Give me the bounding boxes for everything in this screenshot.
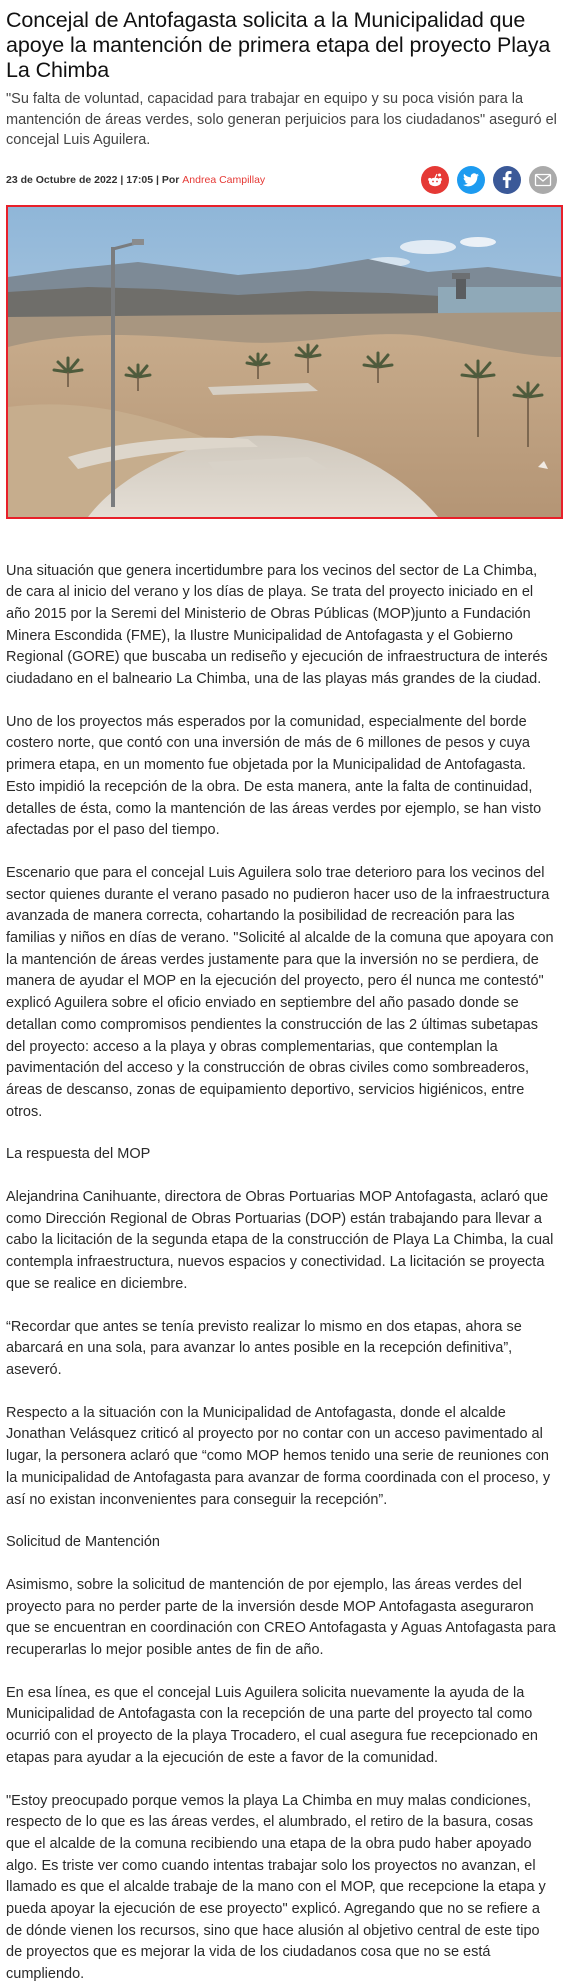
byline	[6, 174, 265, 186]
publish-date: 23 de Octubre de 2022 | 17:05 | Por	[6, 173, 180, 186]
article-title: Concejal de Antofagasta solicita a la Municipalidad que apoye la mantención de primera etapa del proyecto Playa La Chimba	[6, 8, 551, 82]
article-photo	[6, 205, 563, 519]
paragraph: Asimismo, sobre la solicitud de mantención de por ejemplo, las áreas verdes del proyecto para no perder parte de la inversión desde MOP Antofagasta aseguraron que se encuentran en coordinación con CREO Antofagasta y Aguas Antofagasta para recuperarlas lo mejor posible antes de fin de año.	[6, 1576, 556, 1659]
paragraph: Uno de los proyectos más esperados por la comunidad, especialmente del borde costero norte, que contó con una inversión de más de 6 millones de pesos y cuya primera etapa, en un momento fue objetada por la Municipalidad de Antofagasta. Esto impidió la recepción de la obra. De esta manera, ante la falta de continuidad, detalles de ésta, como la mantención de las áreas verdes por ejemplo, se han visto afectadas por el paso del tiempo.	[6, 713, 542, 839]
paragraph: Respecto a la situación con la Municipalidad de Antofagasta, donde el alcalde Jonathan Velásquez criticó al proyecto por no contar con un acceso pavimentado al lugar, la personera aclaró que “como MOP hemos tenido una serie de reuniones con la municipalidad de Antofagasta para avanzar de forma coordinada con el proceso, y así no existan inconvenientes para conseguir la recepción”.	[6, 1404, 551, 1508]
section-heading: Solicitud de Mantención	[6, 1534, 160, 1551]
author-link[interactable]: Andrea Campillay	[182, 173, 266, 186]
article-body	[6, 561, 557, 1986]
paragraph: Alejandrina Canihuante, directora de Obras Portuarias MOP Antofagasta, aclaró que como Dirección Regional de Obras Portuarias (DOP) están trabajando para llevar a cabo la licitación de la segunda etapa de la construcción de Playa La Chimba, la cual contempla infraestructura, nuevos espacios y conectividad. La licitación se proyecta que se realice en diciembre.	[6, 1189, 554, 1292]
article-lead: "Su falta de voluntad, capacidad para trabajar en equipo y su poca visión para la mantención de áreas verdes, solo generan perjuicios para los ciudadanos" aseguró el concejal Luis Aguilera.	[6, 91, 557, 148]
reddit-icon[interactable]	[421, 166, 449, 194]
paragraph: “Recordar que antes se tenía previsto realizar lo mismo en dos etapas, ahora se abarcará en una sola, para avanzar lo antes posible en la recepción definitiva”, aseveró.	[6, 1318, 522, 1378]
paragraph: Una situación que genera incertidumbre para los vecinos del sector de La Chimba, de cara al inicio del verano y los días de playa. Se trata del proyecto iniciado en el año 2015 por la Seremi del Ministerio de Obras Públicas (MOP)junto a Fundación Minera Escondida (FME), la Ilustre Municipalidad de Antofagasta y el Gobierno Regional (GORE) que buscaba un rediseño y ejecución de infraestructura de interés ciudadano en el balneario La Chimba, una de las playas más grandes de la ciudad.	[6, 562, 548, 688]
email-icon[interactable]	[529, 166, 557, 194]
paragraph: Escenario que para el concejal Luis Aguilera solo trae deterioro para los vecinos del sector quienes durante el verano pasado no pudieron hacer uso de la infraestructura avanzada de manera correcta, cohartando la posibilidad de recreación para las familias y niños en días de verano. "Solicité al alcalde de la comuna que apoyara con la mantención de áreas verdes justamente para que la inversión no se perdiera, de manera de ayudar el MOP en la ejecución del proyecto, pero él nunca me contestó" explicó Aguilera sobre el oficio enviado en septiembre del año pasado donde se detallan como compromisos pendientes la construcción de las 2 últimas subetapas del proyecto: acceso a la playa y obras complementarias, que contemplan la pavimentación del acceso y la construcción de obras civiles como sombreaderos, áreas de descanso, zonas de equipamiento deportivo, servicios higiénicos, entre otros.	[6, 864, 554, 1120]
share-buttons	[421, 166, 557, 194]
facebook-icon[interactable]	[493, 166, 521, 194]
section-heading: La respuesta del MOP	[6, 1146, 151, 1163]
beach-photo-illustration	[8, 207, 561, 517]
meta-row	[6, 165, 557, 195]
paragraph: "Estoy preocupado porque vemos la playa La Chimba en muy malas condiciones, respecto de lo que es las áreas verdes, el alumbrado, el retiro de la basura, cosas que el alcalde de la comuna recibiendo una etapa de la obra pudo haber apoyado algo. Es triste ver como cuando intentas trabajar solo los proyectos no avanzan, el llamado es que el alcalde trabaje de la mano con el MOP, que recepcione la etapa y pueda apoyar la ejecución de ese proyecto" explicó. Agregando que no se refiere a de dónde vienen los recursos, sino que hace alusión al objetivo central de este tipo de proyectos que es mejorar la vida de los ciudadanos cosa que no se está cumpliendo.	[6, 1792, 546, 1983]
twitter-icon[interactable]	[457, 166, 485, 194]
paragraph: En esa línea, es que el concejal Luis Aguilera solicita nuevamente la ayuda de la Municipalidad de Antofagasta con la recepción de una parte del proyecto tal como ocurrió con el proyecto de la playa Trocadero, el cual asegura fue recepcionado en etapas para ayudar a la ejecución de este a favor de la comunidad.	[6, 1684, 538, 1766]
